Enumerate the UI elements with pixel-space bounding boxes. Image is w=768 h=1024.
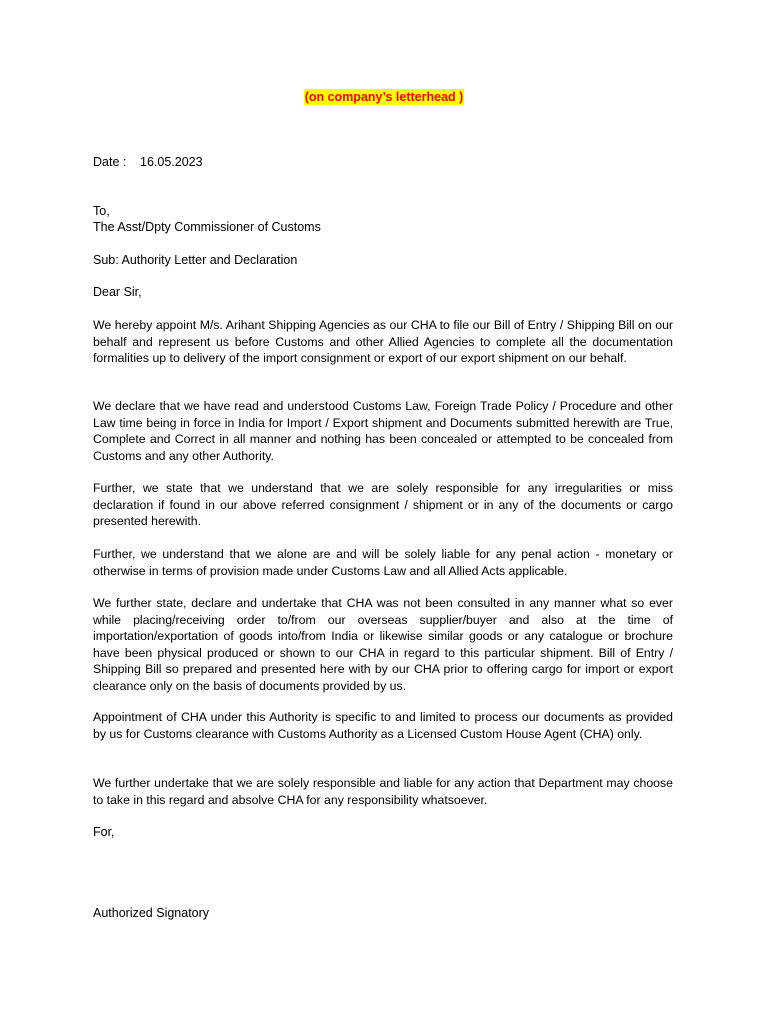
date-label: Date : (93, 155, 127, 169)
signatory: Authorized Signatory (93, 906, 210, 920)
paragraph-undertaking: We further state, declare and undertake that CHA was not been consulted in any manner what so ever while placing/receiving order to/from our overseas supplier/buyer and also at the time of importation/exportation of goods into/from India or likewise similar goods or any catalogue or brochure have been physical produced or shown to our CHA in regard to this particular shipment. Bill of Entry / Shipping Bill so prepared and presented here with by our CHA prior to offering cargo for import or export clearance only on the basis of documents provided by us. (93, 596, 673, 693)
paragraph-responsibility: Further, we state that we understand that we are solely responsible for any irregularities or miss declaration if found in our above referred consignment / shipment or in any of the documents or cargo presented herewith. (93, 481, 673, 528)
letterhead-note-container (0, 88, 768, 106)
closing: For, (93, 825, 115, 839)
date-value: 16.05.2023 (140, 155, 203, 169)
paragraph-absolve: We further undertake that we are solely responsible and liable for any action that Department may choose to take in this regard and absolve CHA for any responsibility whatsoever. (93, 776, 673, 807)
paragraph-cha-scope: Appointment of CHA under this Authority is specific to and limited to process our documents as provided by us for Customs clearance with Customs Authority as a Licensed Custom House Agent (CHA) only. (93, 710, 673, 741)
addressee-recipient: The Asst/Dpty Commissioner of Customs (93, 220, 321, 234)
letterhead-note: (on company’s letterhead ) (304, 90, 464, 104)
salutation: Dear Sir, (93, 285, 142, 299)
addressee-to: To, (93, 204, 110, 218)
paragraph-appointment: We hereby appoint M/s. Arihant Shipping Agencies as our CHA to file our Bill of Entry / Shipping Bill on our behalf and represent us before Customs and other Allied Agencies to complete all the documentation formalities up to delivery of the import consignment or export of our export shipment on our behalf. (93, 318, 673, 365)
subject-line: Sub: Authority Letter and Declaration (93, 253, 298, 267)
paragraph-liability: Further, we understand that we alone are and will be solely liable for any penal action - monetary or otherwise in terms of provision made under Customs Law and all Allied Acts applicable. (93, 547, 673, 578)
paragraph-declaration: We declare that we have read and understood Customs Law, Foreign Trade Policy / Procedure and other Law time being in force in India for Import / Export shipment and Documents submitted herewith are True, Complete and Correct in all manner and nothing has been concealed or attempted to be concealed from Customs and any other Authority. (93, 399, 673, 463)
